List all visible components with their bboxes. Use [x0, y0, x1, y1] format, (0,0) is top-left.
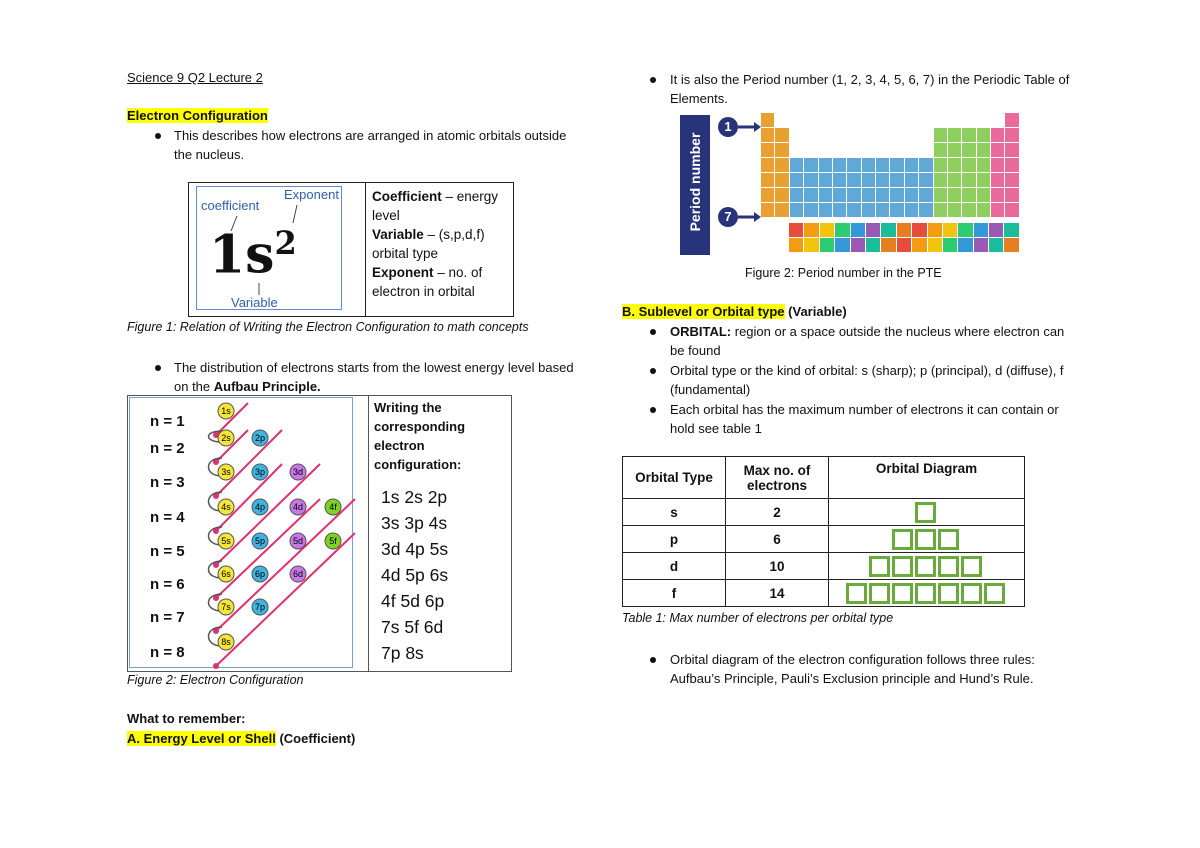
pte-cell: [890, 128, 903, 142]
pte-cell: [934, 188, 947, 202]
pte-cell: [790, 188, 803, 202]
orbital-4s: [218, 499, 234, 515]
pte-cell: [876, 128, 889, 142]
orbital-box: [938, 583, 959, 604]
orbital-8s: [218, 634, 234, 650]
max-electrons-cell: 2: [726, 499, 829, 526]
pte-cell: [761, 128, 774, 142]
orbital-box: [915, 556, 936, 577]
orbital-box: [984, 583, 1005, 604]
figure2-caption: Figure 2: Electron Configuration: [127, 673, 304, 687]
pte-cell: [819, 128, 832, 142]
level-label: n = 1: [150, 413, 185, 430]
pte-cell: [890, 113, 903, 127]
pte-cell: [833, 203, 846, 217]
pte-cell: [835, 238, 849, 252]
pte-cell: [948, 113, 961, 127]
exponent-label: Exponent: [284, 187, 339, 202]
pte-cell: [890, 203, 903, 217]
pte-cell: [862, 128, 875, 142]
pte-cell: [1005, 173, 1019, 187]
max-electrons-cell: 6: [726, 526, 829, 553]
pte-cell: [820, 238, 834, 252]
pte-cell: [934, 128, 947, 142]
orbital-box: [915, 529, 936, 550]
pte-cell: [919, 173, 932, 187]
heading-electron-configuration: Electron Configuration: [127, 108, 268, 123]
pte-cell: [775, 173, 788, 187]
pte-cell: [790, 158, 803, 172]
pte-cell: [847, 158, 860, 172]
formula-main: 1s: [209, 224, 275, 286]
section-b-heading: B. Sublevel or Orbital type (Variable): [622, 304, 847, 319]
orbital-type-cell: p: [623, 526, 726, 553]
orbital-7s: [218, 599, 234, 615]
orbital-box: [961, 583, 982, 604]
pte-cell: [977, 203, 990, 217]
aufbau-bullet: The distribution of electrons starts from the lowest energy level based on the Aufbau Principle.: [174, 360, 574, 394]
pte-cell: [991, 128, 1004, 142]
variable-label: Variable: [231, 295, 278, 310]
pte-cell: [775, 113, 788, 127]
pte-cell: [804, 203, 817, 217]
period-marker-7: 7: [718, 207, 738, 227]
pte-cell: [820, 223, 834, 237]
bullet-description: This describes how electrons are arranged in atomic orbitals outside the nucleus.: [174, 128, 567, 162]
orbital-5p: [252, 533, 268, 549]
orbital-label: 6d: [292, 569, 304, 579]
pte-cell: [919, 158, 932, 172]
pte-cell: [962, 173, 975, 187]
orbital-4d: [290, 499, 306, 515]
orbital-4f: [325, 499, 341, 515]
orbital-label: 3s: [221, 467, 231, 477]
pte-cell: [962, 158, 975, 172]
pte-cell: [804, 223, 818, 237]
orbital-box: [938, 556, 959, 577]
pte-cell: [977, 143, 990, 157]
pte-cell: [905, 173, 918, 187]
aufbau-arrow-head: [213, 663, 219, 669]
pte-cell: [1004, 238, 1019, 252]
marker-arrows: [738, 120, 762, 230]
pte-cell: [789, 223, 803, 237]
pte-cell: [943, 238, 957, 252]
header-max-electrons: Max no. of electrons: [726, 457, 829, 499]
orbital-type-cell: f: [623, 580, 726, 607]
bullet-dot: [650, 77, 656, 83]
coefficient-label: coefficient: [201, 198, 260, 213]
pte-cell: [835, 223, 849, 237]
config-line: 7s 5f 6d: [381, 617, 444, 637]
pte-cell: [912, 223, 926, 237]
level-label: n = 2: [150, 440, 185, 457]
orbital-3s: [218, 464, 234, 480]
pte-cell: [934, 143, 947, 157]
pte-cell: [866, 238, 880, 252]
pte-cell: [989, 223, 1003, 237]
pte-cell: [790, 203, 803, 217]
pte-cell: [761, 113, 774, 127]
pte-cell: [948, 188, 961, 202]
pte-cell: [833, 143, 846, 157]
bullet-dot: [155, 365, 161, 371]
level-label: n = 5: [150, 543, 185, 560]
orbital-2p: [252, 430, 268, 446]
pte-cell: [775, 158, 788, 172]
orbital-label: 4p: [254, 502, 266, 512]
pte-cell: [833, 158, 846, 172]
pte-cell: [804, 128, 817, 142]
orbital-5f: [325, 533, 341, 549]
config-line: 3d 4p 5s: [381, 539, 449, 559]
pte-cell: [989, 238, 1003, 252]
orbital-label: 5s: [221, 536, 231, 546]
orbital-label: 6s: [221, 569, 231, 579]
pte-cell: [866, 223, 880, 237]
pte-cell: [962, 128, 975, 142]
pte-cell: [905, 128, 918, 142]
orbital-box: [846, 583, 867, 604]
figure1-table: [188, 182, 514, 317]
pte-cell: [912, 238, 926, 252]
pte-cell: [991, 143, 1004, 157]
periodic-table-figure: [680, 112, 1020, 262]
pte-cell: [819, 188, 832, 202]
config-line: 7p 8s: [381, 643, 424, 663]
orbital-type-cell: d: [623, 553, 726, 580]
pte-cell: [790, 113, 803, 127]
orbital-box: [869, 583, 890, 604]
what-to-remember: What to remember:: [127, 711, 246, 726]
pte-cell: [1005, 143, 1019, 157]
orbital-6d: [290, 566, 306, 582]
orbital-box: [938, 529, 959, 550]
header-orbital-diagram: Orbital Diagram: [829, 457, 1025, 499]
pte-cell: [862, 173, 875, 187]
table-header-row: [623, 457, 1025, 499]
pte-cell: [862, 113, 875, 127]
orbital-box: [892, 556, 913, 577]
orbital-definition: ORBITAL: region or a space outside the nucleus where electron can be found: [670, 324, 1065, 358]
pte-cell: [804, 113, 817, 127]
pte-cell: [934, 158, 947, 172]
orbital-box: [869, 556, 890, 577]
orbital-5d: [290, 533, 306, 549]
config-lines: [381, 484, 448, 666]
pte-cell: [847, 143, 860, 157]
orbital-box: [915, 583, 936, 604]
orbital-label: 8s: [221, 637, 231, 647]
config-line: 1s 2s 2p: [381, 487, 448, 507]
periodic-table-grid: [760, 112, 1020, 253]
pte-cell: [862, 188, 875, 202]
pte-cell: [948, 173, 961, 187]
orbital-diagram-cell: [829, 553, 1025, 580]
pte-cell: [1005, 188, 1019, 202]
pte-cell: [847, 188, 860, 202]
table-row: [623, 580, 1025, 607]
orbital-label: 5d: [292, 536, 304, 546]
level-label: n = 3: [150, 474, 185, 491]
orbital-4p: [252, 499, 268, 515]
pte-cell: [833, 113, 846, 127]
orbital-label: 4s: [221, 502, 231, 512]
pte-cell: [934, 203, 947, 217]
pte-cell: [1005, 128, 1019, 142]
pte-cell: [876, 143, 889, 157]
pte-cell: [876, 203, 889, 217]
orbital-box: [892, 529, 913, 550]
orbital-box: [961, 556, 982, 577]
level-label: n = 6: [150, 576, 185, 593]
figure1-formula-cell: [189, 183, 366, 317]
pte-caption: Figure 2: Period number in the PTE: [745, 266, 942, 280]
pte-cell: [934, 113, 947, 127]
pte-cell: [804, 238, 818, 252]
orbital-2s: [218, 430, 234, 446]
orbital-label: 1s: [221, 406, 231, 416]
level-label: n = 8: [150, 644, 185, 661]
pte-cell: [761, 188, 774, 202]
pte-cell: [948, 158, 961, 172]
pte-cell: [847, 203, 860, 217]
pte-cell: [962, 188, 975, 202]
pte-cell: [775, 128, 788, 142]
pte-cell: [962, 203, 975, 217]
pte-cell: [974, 238, 988, 252]
orbital-label: 2s: [221, 433, 231, 443]
period-number-bullet: It is also the Period number (1, 2, 3, 4, 5, 6, 7) in the Periodic Table of Elements.: [670, 72, 1070, 106]
pte-cell: [958, 238, 972, 252]
pte-cell: [897, 238, 911, 252]
pte-cell: [790, 143, 803, 157]
pte-cell: [948, 203, 961, 217]
pte-cell: [934, 173, 947, 187]
writing-config-cell: [367, 395, 512, 672]
pte-cell: [775, 203, 788, 217]
pte-cell: [847, 113, 860, 127]
orbital-7p: [252, 599, 268, 615]
pte-cell: [1004, 223, 1019, 237]
orbital-5s: [218, 533, 234, 549]
orbital-6s: [218, 566, 234, 582]
orbital-label: 7p: [254, 602, 266, 612]
pte-cell: [948, 128, 961, 142]
period-marker-1: 1: [718, 117, 738, 137]
pte-cell: [847, 128, 860, 142]
pte-cell: [761, 143, 774, 157]
pte-cell: [977, 188, 990, 202]
orbital-6p: [252, 566, 268, 582]
pte-cell: [890, 188, 903, 202]
pte-cell: [958, 223, 972, 237]
orbital-type-cell: s: [623, 499, 726, 526]
orbital-box: [915, 502, 936, 523]
pte-cell: [819, 173, 832, 187]
orbital-label: 3d: [292, 467, 304, 477]
pte-cell: [761, 203, 774, 217]
pte-cell: [928, 238, 942, 252]
pte-cell: [919, 113, 932, 127]
pte-cell: [977, 158, 990, 172]
pte-cell: [890, 173, 903, 187]
pte-cell: [833, 188, 846, 202]
pte-cell: [919, 143, 932, 157]
config-line: 4d 5p 6s: [381, 565, 449, 585]
orbital-3p: [252, 464, 268, 480]
level-label: n = 4: [150, 509, 185, 526]
orbital-label: 6p: [254, 569, 266, 579]
pte-cell: [905, 158, 918, 172]
pte-cell: [819, 203, 832, 217]
pte-cell: [962, 113, 975, 127]
pte-cell: [862, 143, 875, 157]
pte-cell: [804, 188, 817, 202]
pte-cell: [862, 158, 875, 172]
pte-cell: [833, 128, 846, 142]
pte-cell: [876, 173, 889, 187]
pte-cell: [804, 143, 817, 157]
figure1-description-cell: [366, 183, 514, 317]
orbital-diagram-cell: [829, 526, 1025, 553]
label-pointer-lines: [189, 183, 365, 313]
orbital-label: 7s: [221, 602, 231, 612]
pte-cell: [876, 188, 889, 202]
period-number-label: Period number: [687, 132, 703, 232]
pte-cell: [991, 203, 1004, 217]
pte-cell: [977, 128, 990, 142]
config-line: 4f 5d 6p: [381, 591, 445, 611]
pte-cell: [833, 173, 846, 187]
max-electrons-bullet: Each orbital has the maximum number of electrons it can contain or hold see table 1: [670, 402, 1059, 436]
pte-cell: [890, 158, 903, 172]
pte-cell: [977, 173, 990, 187]
orbital-3d: [290, 464, 306, 480]
formula-superscript: 2: [274, 224, 297, 262]
pte-cell: [991, 158, 1004, 172]
pte-cell: [1005, 113, 1019, 127]
desc-variable: Variable – (s,p,d,f) orbital type: [372, 227, 485, 261]
pte-cell: [804, 173, 817, 187]
orbital-label: 3p: [254, 467, 266, 477]
aufbau-arrow: [216, 499, 355, 631]
aufbau-arrows-svg: [128, 396, 368, 671]
pte-cell: [790, 173, 803, 187]
pte-cell: [876, 158, 889, 172]
pte-cell: [819, 113, 832, 127]
pte-cell: [962, 143, 975, 157]
pte-cell: [974, 223, 988, 237]
level-label: n = 7: [150, 609, 185, 626]
orbital-label: 5f: [329, 536, 337, 546]
pte-cell: [905, 113, 918, 127]
pte-cell: [991, 173, 1004, 187]
section-a-heading: A. Energy Level or Shell (Coefficient): [127, 731, 356, 746]
header-orbital-type: Orbital Type: [623, 457, 726, 499]
pte-cell: [761, 158, 774, 172]
orbital-diagram-cell: [829, 580, 1025, 607]
config-line: 3s 3p 4s: [381, 513, 448, 533]
pte-cell: [789, 238, 803, 252]
writing-config-title: Writing the corresponding electron configuration:: [374, 400, 466, 472]
pte-cell: [819, 158, 832, 172]
aufbau-arrow: [216, 533, 355, 666]
table-row: [623, 499, 1025, 526]
pte-cell: [881, 223, 895, 237]
pte-cell: [851, 238, 865, 252]
pte-cell: [948, 143, 961, 157]
orbital-label: 2p: [254, 433, 266, 443]
orbital-table: [622, 456, 1025, 607]
pte-cell: [761, 173, 774, 187]
pte-cell: [804, 158, 817, 172]
bullet-dot: [650, 407, 656, 413]
pte-cell: [862, 203, 875, 217]
orbital-rules-bullet: Orbital diagram of the electron configuration follows three rules: Aufbau’s Principle, Pauli’s Exclusion principle and Hund’s Rule.: [670, 652, 1035, 686]
pte-cell: [775, 188, 788, 202]
pte-cell: [890, 143, 903, 157]
desc-coefficient: Coefficient – energy level: [372, 189, 499, 223]
aufbau-diagram: [127, 395, 369, 672]
orbital-label: 4f: [329, 502, 337, 512]
pte-cell: [905, 188, 918, 202]
desc-exponent: Exponent – no. of electron in orbital: [372, 265, 483, 299]
pte-cell: [847, 173, 860, 187]
figure1-caption: Figure 1: Relation of Writing the Electron Configuration to math concepts: [127, 320, 529, 334]
page-title: Science 9 Q2 Lecture 2: [127, 70, 263, 85]
pte-cell: [775, 143, 788, 157]
pte-cell: [919, 203, 932, 217]
pte-cell: [905, 203, 918, 217]
pte-cell: [819, 143, 832, 157]
pte-cell: [991, 188, 1004, 202]
table1-caption: Table 1: Max number of electrons per orbital type: [622, 611, 894, 625]
bullet-dot: [650, 368, 656, 374]
orbital-box: [892, 583, 913, 604]
pte-cell: [790, 128, 803, 142]
pte-cell: [943, 223, 957, 237]
pte-cell: [1005, 158, 1019, 172]
max-electrons-cell: 10: [726, 553, 829, 580]
orbital-types-bullet: Orbital type or the kind of orbital: s (sharp); p (principal), d (diffuse), f (fundamental): [670, 363, 1064, 397]
bullet-dot: [650, 657, 656, 663]
pte-cell: [851, 223, 865, 237]
orbital-diagram-cell: [829, 499, 1025, 526]
pte-cell: [919, 188, 932, 202]
pte-cell: [897, 223, 911, 237]
pte-cell: [977, 113, 990, 127]
pte-cell: [905, 143, 918, 157]
pte-cell: [876, 113, 889, 127]
pte-cell: [1005, 203, 1019, 217]
pte-cell: [928, 223, 942, 237]
pte-cell: [881, 238, 895, 252]
orbital-label: 4d: [292, 502, 304, 512]
orbital-1s: [218, 403, 234, 419]
table-row: [623, 526, 1025, 553]
bullet-dot: [650, 329, 656, 335]
bullet-dot: [155, 133, 161, 139]
pte-cell: [919, 128, 932, 142]
orbital-label: 5p: [254, 536, 266, 546]
max-electrons-cell: 14: [726, 580, 829, 607]
pte-cell: [991, 113, 1004, 127]
table-row: [623, 553, 1025, 580]
